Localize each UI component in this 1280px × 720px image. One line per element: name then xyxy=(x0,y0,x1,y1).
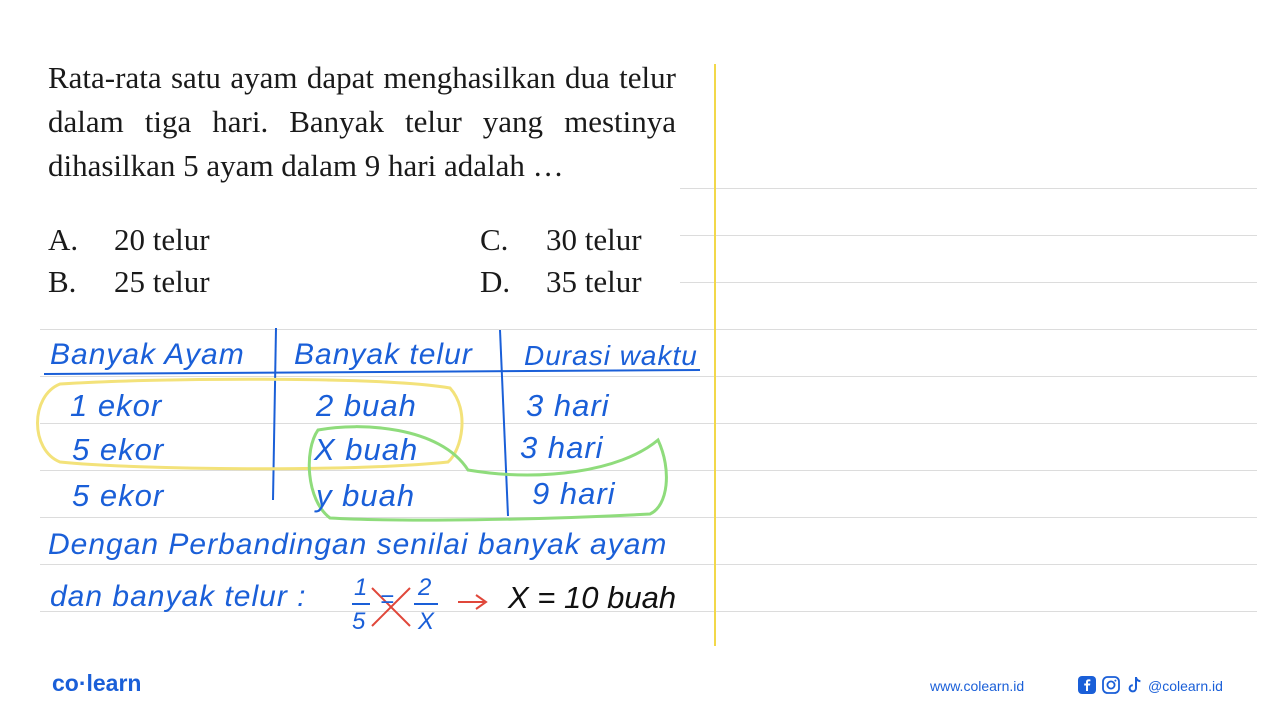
header-banyak-telur: Banyak telur xyxy=(294,338,473,371)
social-handle[interactable]: @colearn.id xyxy=(1148,678,1223,694)
cell-row2-waktu: 3 hari xyxy=(520,430,604,465)
option-b-text: 25 telur xyxy=(114,264,210,299)
equals-sign: = xyxy=(380,586,396,613)
fraction1-numerator: 1 xyxy=(354,574,369,601)
option-c-letter: C. xyxy=(480,222,509,257)
option-d-text: 35 telur xyxy=(546,264,642,299)
colearn-logo: co·learn xyxy=(52,670,142,696)
cell-row2-telur: X buah xyxy=(314,432,419,467)
tiktok-icon[interactable] xyxy=(1126,676,1144,694)
cell-row3-telur: y buah xyxy=(316,478,416,513)
option-b-letter: B. xyxy=(48,264,77,299)
fraction1-denominator: 5 xyxy=(352,608,367,635)
fraction2-numerator: 2 xyxy=(418,574,433,601)
table-column-divider xyxy=(500,330,508,516)
table-column-divider xyxy=(273,328,276,500)
option-a-letter: A. xyxy=(48,222,79,257)
header-durasi-waktu: Durasi waktu xyxy=(524,340,698,371)
website-url[interactable]: www.colearn.id xyxy=(930,678,1025,694)
instagram-icon[interactable] xyxy=(1102,676,1120,694)
cell-row3-waktu: 9 hari xyxy=(532,476,616,511)
option-a-text: 20 telur xyxy=(114,222,210,257)
solution-line-2: dan banyak telur : xyxy=(50,580,307,613)
cell-row3-ayam: 5 ekor xyxy=(72,478,165,513)
fraction2-denominator: X xyxy=(418,608,436,635)
option-c-text: 30 telur xyxy=(546,222,642,257)
facebook-icon[interactable] xyxy=(1078,676,1096,694)
option-d-letter: D. xyxy=(480,264,511,299)
solution-result: X = 10 buah xyxy=(508,580,677,615)
cell-row1-waktu: 3 hari xyxy=(526,388,610,423)
header-banyak-ayam: Banyak Ayam xyxy=(50,338,245,371)
arrow-icon xyxy=(458,595,486,609)
cell-row1-ayam: 1 ekor xyxy=(70,388,163,423)
question-text: Rata-rata satu ayam dapat menghasilkan dua telur dalam tiga hari. Banyak telur yang mestinya dihasilkan 5 ayam dalam 9 hari adalah … xyxy=(48,60,676,183)
solution-line-1: Dengan Perbandingan senilai banyak ayam xyxy=(48,528,668,561)
cell-row1-telur: 2 buah xyxy=(316,388,417,423)
cell-row2-ayam: 5 ekor xyxy=(72,432,165,467)
